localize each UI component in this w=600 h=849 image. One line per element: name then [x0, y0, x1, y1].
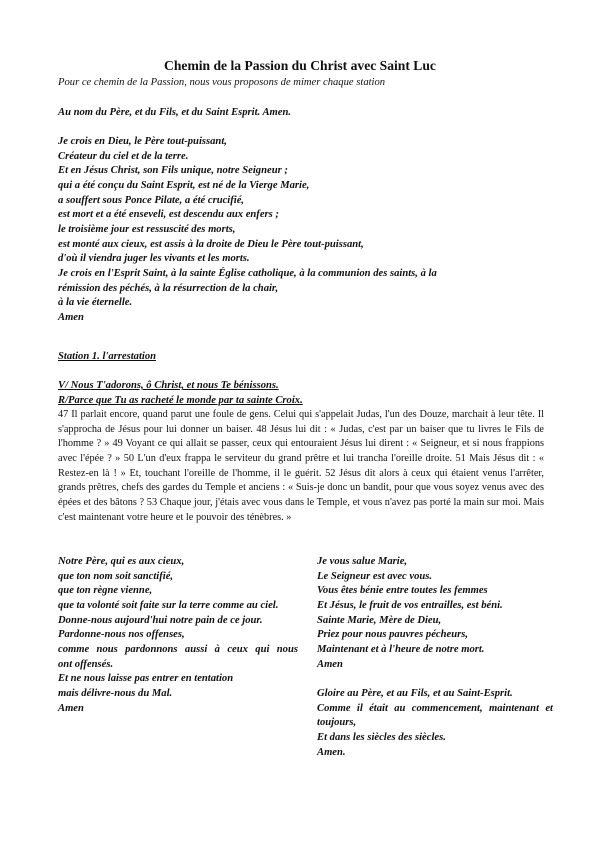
station-responses: [58, 379, 548, 408]
page-subtitle: Pour ce chemin de la Passion, nous vous proposons de mimer chaque station: [58, 77, 386, 88]
response: R/Parce que Tu as racheté le monde par ta sainte Croix.: [58, 394, 303, 406]
creed-line: est monté aux cieux, est assis à la droite de Dieu le Père tout-puissant,: [58, 238, 364, 250]
glory-be-line: Amen.: [317, 746, 346, 758]
sign-of-cross-text: Au nom du Père, et du Fils, et du Saint Esprit. Amen.: [58, 107, 292, 118]
our-father-prayer: [58, 555, 298, 716]
our-father-line: Notre Père, qui es aux cieux,: [58, 556, 185, 567]
creed-line: Amen: [58, 311, 84, 323]
hail-mary-line: Sainte Marie, Mère de Dieu,: [317, 614, 442, 626]
hail-mary-line: Amen: [317, 658, 343, 670]
our-father-line: Donne-nous aujourd'hui notre pain de ce jour.: [58, 614, 263, 626]
our-father-line: Amen: [58, 702, 84, 714]
prayer-spacer: [317, 672, 553, 687]
creed-line: a souffert sous Ponce Pilate, a été crucifié,: [58, 194, 245, 206]
our-father-line: ont offensés.: [58, 658, 114, 670]
creed-line: Je crois en l'Esprit Saint, à la sainte Église catholique, à la communion des saints, à la: [58, 267, 437, 279]
our-father-line: que ta volonté soit faite sur la terre comme au ciel.: [58, 599, 279, 611]
marian-prayers: [317, 555, 553, 760]
station-heading: Station 1. l'arrestation: [58, 351, 157, 362]
creed-line: rémission des péchés, à la résurrection de la chair,: [58, 282, 279, 294]
hail-mary-line: Et Jésus, le fruit de vos entrailles, est béni.: [317, 599, 503, 611]
page-title: Chemin de la Passion du Christ avec Saint Luc: [164, 58, 436, 73]
hail-mary-line: Priez pour nous pauvres pécheurs,: [317, 629, 468, 641]
hail-mary-prayer: [317, 555, 553, 672]
sign-of-cross: [58, 106, 548, 121]
creed-line: à la vie éternelle.: [58, 297, 133, 309]
hail-mary-line: Maintenant et à l'heure de notre mort.: [317, 643, 485, 655]
creed-line: est mort et a été enseveli, est descendu aux enfers ;: [58, 209, 279, 221]
creed-line: Je crois en Dieu, le Père tout-puissant,: [58, 136, 227, 147]
our-father-line: comme nous pardonnons aussi à ceux qui nous: [58, 643, 298, 655]
creed-line: Et en Jésus Christ, son Fils unique, notre Seigneur ;: [58, 165, 288, 177]
glory-be-line: Comme il était au commencement, maintenant et: [317, 702, 553, 714]
creed-line: d'où il viendra juger les vivants et les morts.: [58, 253, 250, 265]
creed-line: le troisième jour est ressuscité des morts,: [58, 223, 236, 235]
creed-line: qui a été conçu du Saint Esprit, est né de la Vierge Marie,: [58, 179, 310, 191]
our-father-line: Et ne nous laisse pas entrer en tentation: [58, 673, 234, 685]
versicle: V/ Nous T'adorons, ô Christ, et nous Te bénissons.: [58, 380, 279, 391]
hail-mary-line: Vous êtes bénie entre toutes les femmes: [317, 585, 488, 597]
our-father-line: Pardonne-nous nos offenses,: [58, 629, 185, 641]
creed-prayer: [58, 135, 548, 326]
our-father-line: mais délivre-nous du Mal.: [58, 687, 173, 699]
hail-mary-line: Le Seigneur est avec vous.: [317, 570, 433, 582]
creed-line: Créateur du ciel et de la terre.: [58, 150, 189, 162]
glory-be-line: Gloire au Père, et au Fils, et au Saint-Esprit.: [317, 687, 513, 699]
hail-mary-line: Je vous salue Marie,: [317, 556, 408, 567]
glory-be-line: Et dans les siècles des siècles.: [317, 731, 446, 743]
our-father-line: que ton règne vienne,: [58, 585, 153, 597]
gospel-passage: 47 Il parlait encore, quand parut une foule de gens. Celui qui s'appelait Judas, l'un des Douze, marchait à leur tête. Il s'approcha de Jésus pour lui donner un baiser. 48 Jésus lui dit : « Judas, c'est par un baiser que tu livres le Fils de l'homme ? » 49 Voyant ce qui allait se passer, ceux qui entouraient Jésus lui dirent : « Seigneur, et si nous frappions avec l'épée ? » 50 L'un d'eux frappa le serviteur du grand prêtre et lui trancha l'oreille droite. 51 Mais Jésus dit : « Restez-en là ! » Et, touchant l'oreille de l'homme, il le guérit. 52 Jésus dit alors à ceux qui étaient venus l'arrêter, grands prêtres, chefs des gardes du Temple et anciens : « Suis-je donc un bandit, pour que vous soyez venus avec des épées et des bâtons ? 53 Chaque jour, j'étais avec vous dans le Temple, et vous n'avez pas porté la main sur moi. Mais c'est maintenant votre heure et le pouvoir des ténèbres. »: [58, 409, 544, 523]
glory-be-line: toujours,: [317, 717, 357, 729]
our-father-line: que ton nom soit sanctifié,: [58, 570, 174, 582]
glory-be-prayer: [317, 687, 553, 760]
